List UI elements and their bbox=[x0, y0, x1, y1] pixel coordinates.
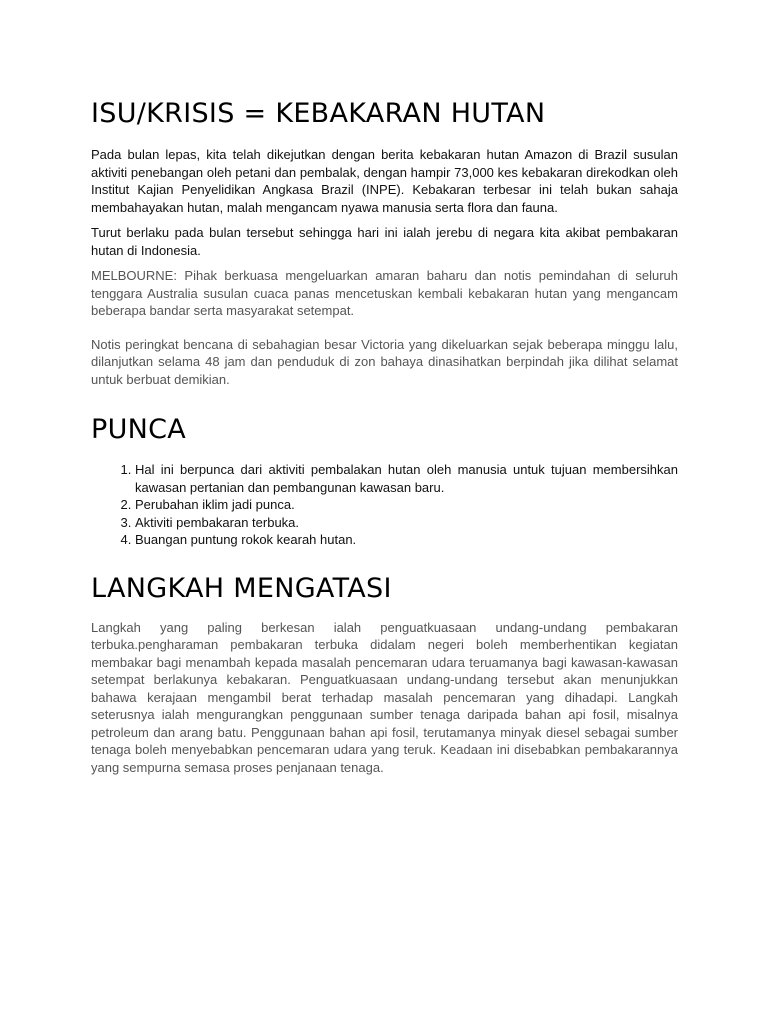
paragraph-langkah: Langkah yang paling berkesan ialah penguatkuasaan undang-undang pembakaran terbuka.pengharaman pembakaran terbuka didalam negeri boleh memberhentikan kegiatan membakar bagi menambah kepada masalah pencemaran udara teruamanya bagi kawasan-kawasan setempat berlakunya kebakaran. Penguatkuasaan undang-undang tersebut akan menunjukkan bahawa kerajaan mengambil berat terhadap masalah pencemaran yang dihadapi. Langkah seterusnya ialah mengurangkan penggunaan sumber tenaga daripada bahan api fosil, misalnya petroleum dan arang batu. Penggunaan bahan api fosil, terutamanya minyak diesel sebagai sumber tenaga boleh menyebabkan pencemaran udara yang teruk. Keadaan ini disebabkan pembakarannya yang sempurna semasa proses penjanaan tenaga. bbox=[91, 619, 678, 775]
document-body bbox=[91, 96, 678, 776]
heading-langkah-mengatasi: LANGKAH MENGATASI bbox=[91, 572, 392, 604]
list-item: 1. Hal ini berpunca dari aktiviti pembalakan hutan oleh manusia untuk tujuan membersihkan kawasan pertanian dan pembangunan kawasan baru. bbox=[135, 461, 678, 496]
heading-isu-krisis: ISU/KRISIS = KEBAKARAN HUTAN bbox=[91, 98, 546, 129]
paragraph-haze: Turut berlaku pada bulan tersebut sehingga hari ini ialah jerebu di negara kita akibat pembakaran hutan di Indonesia. bbox=[91, 225, 678, 258]
punca-list bbox=[91, 461, 678, 549]
paragraph-melbourne: MELBOURNE: Pihak berkuasa mengeluarkan amaran baharu dan notis pemindahan di seluruh tenggara Australia susulan cuaca panas mencetuskan kembali kebakaran hutan yang mengancam beberapa bandar serta masyarakat setempat. bbox=[91, 268, 678, 318]
list-item: 4. Buangan puntung rokok kearah hutan. bbox=[135, 531, 678, 549]
paragraph-amazon-fire: Pada bulan lepas, kita telah dikejutkan dengan berita kebakaran hutan Amazon di Brazil susulan aktiviti penebangan oleh petani dan pembalak, dengan hampir 73,000 kes kebakaran direkodkan oleh Institut Kajian Penyelidikan Angkasa Brazil (INPE). Kebakaran terbesar ini telah bukan sahaja membahayakan hutan, malah mengancam nyawa manusia serta flora dan fauna. bbox=[91, 147, 678, 215]
paragraph-victoria-notice: Notis peringkat bencana di sebahagian besar Victoria yang dikeluarkan sejak beberapa minggu lalu, dilanjutkan selama 48 jam dan penduduk di zon bahaya dinasihatkan berpindah jika dilihat selamat untuk berbuat demikian. bbox=[91, 336, 678, 387]
list-item: 2. Perubahan iklim jadi punca. bbox=[135, 496, 678, 514]
heading-punca: PUNCA bbox=[91, 414, 187, 445]
list-item: 3. Aktiviti pembakaran terbuka. bbox=[135, 514, 678, 532]
